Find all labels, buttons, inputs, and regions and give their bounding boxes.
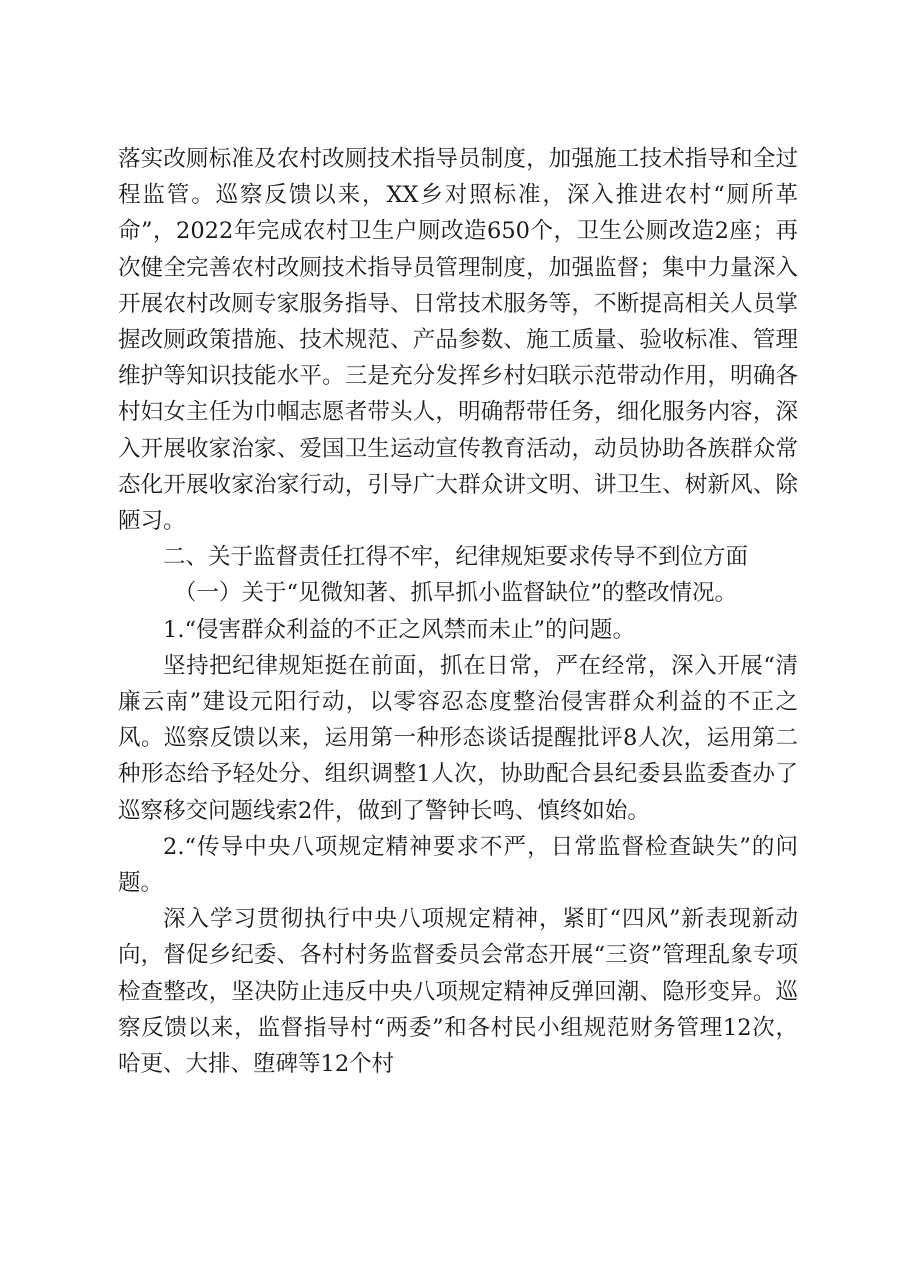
subsection-heading: （一）关于“见微知著、抓早抓小监督缺位”的整改情况。 [174, 580, 738, 607]
issue-heading: 1.“侵害群众利益的不正之风禁而未止”的问题。 [163, 616, 635, 643]
body-paragraph: 坚持把纪律规矩挺在前面，抓在日常，严在经常，深入开展“清廉云南”建设元阳行动，以零容忍态度整治侵害群众利益的不正之风。巡察反馈以来，运用第一种形态谈话提醒批评8人次，运用第二种形态给予轻处分、组织调整1人次，协助配合县纪委县监委查办了巡察移交问题线索2件，做到了警钟长鸣、慎终如始。 [118, 652, 798, 824]
issue-heading: 2.“传导中央八项规定精神要求不严，日常监督检查缺失”的问题。 [118, 833, 798, 897]
body-paragraph: 落实改厕标准及农村改厕技术指导员制度，加强施工技术指导和全过程监管。巡察反馈以来，XX乡对照标准，深入推进农村“厕所革命”，2022年完成农村卫生户厕改造650个，卫生公厕改造2座；再次健全完善农村改厕技术指导员管理制度，加强监督；集中力量深入开展农村改厕专家服务指导、日常技术服务等，不断提高相关人员掌握改厕政策措施、技术规范、产品参数、施工质量、验收标准、管理维护等知识技能水平。三是充分发挥乡村妇联示范带动作用，明确各村妇女主任为巾帼志愿者带头人，明确帮带任务，细化服务内容，深入开展收家治家、爱国卫生运动宣传教育活动，动员协助各族群众常态化开展收家治家行动，引导广大群众讲文明、讲卫生、树新风、除陋习。 [118, 146, 798, 535]
document-page [118, 141, 798, 1082]
section-heading: 二、关于监督责任扛得不牢，纪律规矩要求传导不到位方面 [163, 544, 749, 571]
body-paragraph: 深入学习贯彻执行中央八项规定精神，紧盯“四风”新表现新动向，督促乡纪委、各村村务监督委员会常态开展“三资”管理乱象专项检查整改，坚决防止违反中央八项规定精神反弹回潮、隐形变异。巡察反馈以来，监督指导村“两委”和各村民小组规范财务管理12次，哈更、大排、堕碑等12个村 [118, 906, 798, 1078]
